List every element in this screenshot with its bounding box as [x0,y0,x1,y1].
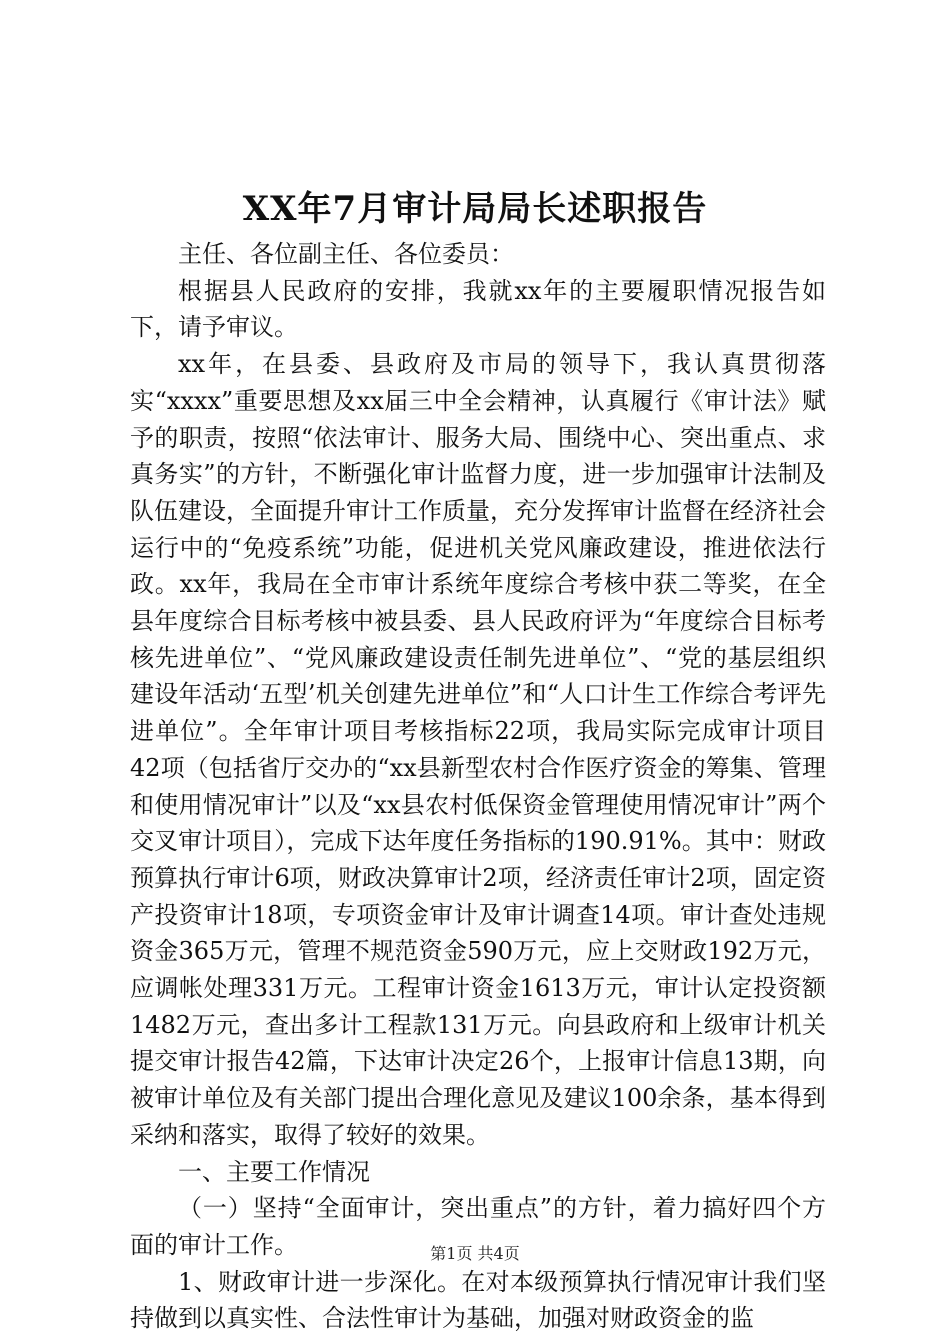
document-body [130,236,826,1337]
subsection-heading: （一）坚持“全面审计，突出重点”的方针，着力搞好四个方面的审计工作。 [130,1194,826,1259]
section-heading: 一、主要工作情况 [178,1157,370,1186]
document-title: XX年7月审计局局长述职报告 [242,189,708,229]
salutation-paragraph: 主任、各位副主任、各位委员： [178,240,514,268]
intro-paragraph: 根据县人民政府的安排，我就xx年的主要履职情况报告如下，请予审议。 [130,276,826,342]
item-paragraph: 1、财政审计进一步深化。在对本级预算执行情况审计我们坚持做到以真实性、合法性审计为基础，加强对财政资金的监 [130,1267,826,1333]
page-number: 第1页 共4页 [430,1244,520,1263]
summary-paragraph: xx年，在县委、县政府及市局的领导下，我认真贯彻落实“xxxx”重要思想及xx届三中全会精神，认真履行《审计法》赋予的职责，按照“依法审计、服务大局、围绕中心、突出重点、求真务实”的方针，不断强化审计监督力度，进一步加强审计法制及队伍建设，全面提升审计工作质量，充分发挥审计监督在经济社会运行中的“免疫系统”功能，促进机关党风廉政建设，推进依法行政。xx年，我局在全市审计系统年度综合考核中获二等奖，在全县年度综合目标考核中被县委、县人民政府评为“年度综合目标考核先进单位”、“党风廉政建设责任制先进单位”、“党的基层组织建设年活动‘五型’机关创建先进单位”和“人口计生工作综合考评先进单位”。全年审计项目考核指标22项，我局实际完成审计项目42项（包括省厅交办的“xx县新型农村合作医疗资金的筹集、管理和使用情况审计”以及“xx县农村低保资金管理使用情况审计”两个交叉审计项目），完成下达年度任务指标的190.91%。其中：财政预算执行审计6项，财政决算审计2项，经济责任审计2项，固定资产投资审计18项，专项资金审计及审计调查14项。审计查处违规资金365万元，管理不规范资金590万元，应上交财政192万元，应调帐处理331万元。工程审计资金1613万元，审计认定投资额1482万元，查出多计工程款131万元。向县政府和上级审计机关提交审计报告42篇，下达审计决定26个，上报审计信息13期，向被审计单位及有关部门提出合理化意见及建议100余条，基本得到采纳和落实，取得了较好的效果。 [130,350,826,1149]
